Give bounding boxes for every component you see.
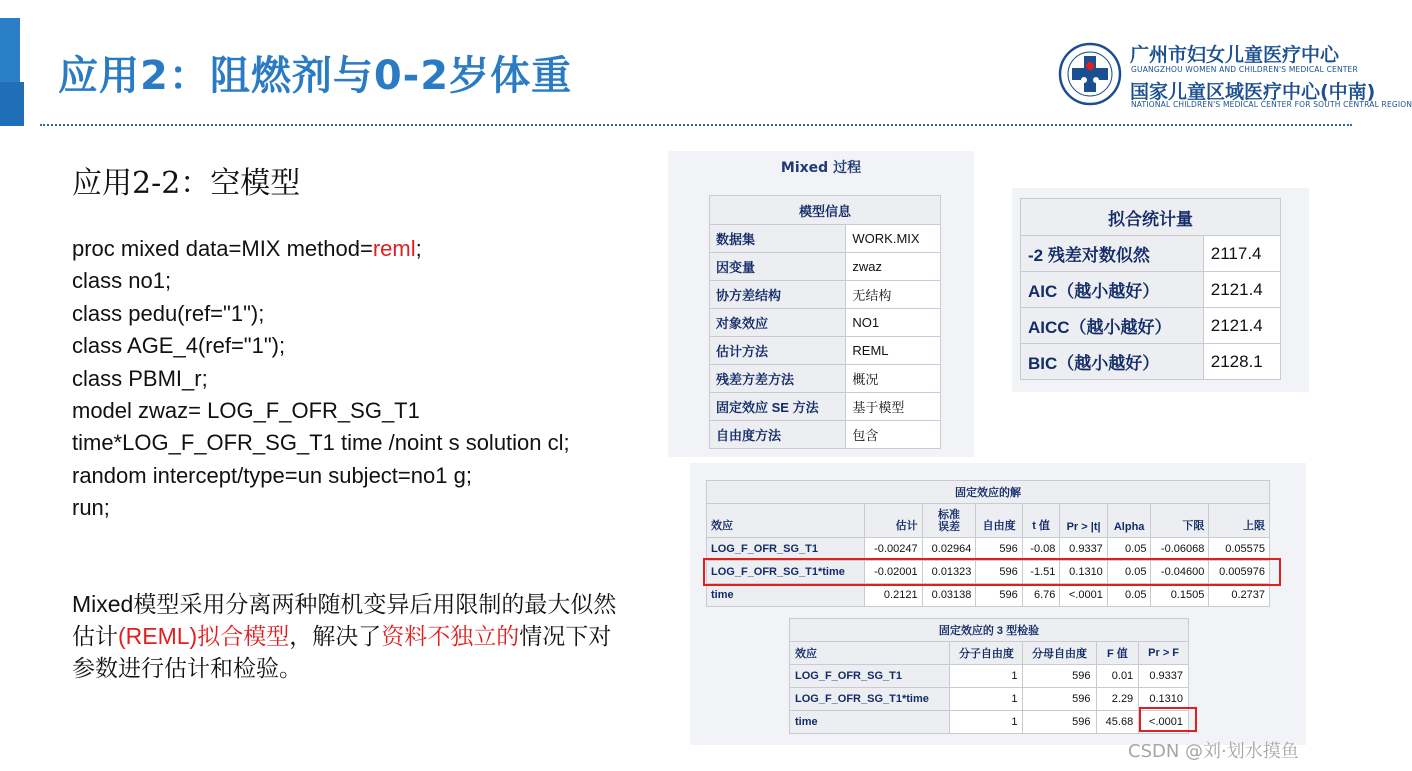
table-cell: 0.01	[1096, 665, 1139, 688]
table-cell: -0.00247	[864, 538, 922, 561]
row-label: 对象效应	[710, 309, 846, 337]
col-header	[922, 504, 976, 538]
table-cell: 596	[976, 538, 1022, 561]
table-cell: -0.06068	[1151, 538, 1209, 561]
table-cell: 45.68	[1096, 711, 1139, 734]
header-divider	[40, 124, 1352, 126]
model-info-row	[710, 281, 941, 309]
table-cell: 596	[1023, 665, 1096, 688]
model-info-row	[710, 309, 941, 337]
note-highlight: (REML)拟合模型	[118, 623, 290, 649]
watermark: CSDN @刘·划水摸鱼	[1128, 741, 1299, 762]
code-line	[72, 233, 570, 265]
col-header-line: 标准	[937, 508, 960, 521]
table-cell: -1.51	[1022, 561, 1060, 584]
fit-stats-row	[1021, 272, 1281, 308]
table-cell: 0.1505	[1151, 584, 1209, 607]
code-line: class no1;	[72, 268, 172, 294]
note-text: Mixed模型采用分离两种随机变异后用限制的最大似然估计	[72, 591, 617, 649]
note-text: ，解决了	[289, 623, 382, 649]
table-cell: 0.2737	[1209, 584, 1270, 607]
code-line: class PBMI_r;	[72, 365, 208, 391]
col-header: 分母自由度	[1023, 642, 1096, 665]
row-label: AICC（越小越好）	[1021, 308, 1204, 344]
table-cell: 0.05	[1107, 584, 1151, 607]
effect-name: time	[790, 711, 950, 734]
table-cell: 2.29	[1096, 688, 1139, 711]
type3-title: 固定效应的 3 型检验	[790, 619, 1189, 642]
table-cell: 1	[950, 711, 1023, 734]
code-text: ;	[415, 236, 422, 261]
table-cell: 596	[976, 561, 1022, 584]
table-row	[790, 711, 1189, 734]
code-line: time*LOG_F_OFR_SG_T1 time /noint s solution cl;	[72, 430, 570, 456]
table-cell: 0.9337	[1139, 665, 1189, 688]
model-info-row	[710, 253, 941, 281]
model-info-table	[709, 195, 941, 449]
row-value: WORK.MIX	[846, 225, 941, 253]
col-header: 上限	[1209, 504, 1270, 538]
table-cell: 1	[950, 665, 1023, 688]
code-highlight: reml	[372, 236, 416, 261]
sas-code-block	[72, 233, 570, 525]
logo-en-name: GUANGZHOU WOMEN AND CHILDREN'S MEDICAL CENTER	[1131, 65, 1358, 74]
col-header: t 值	[1022, 504, 1060, 538]
col-header: 自由度	[976, 504, 1022, 538]
code-text: proc mixed data=MIX method=	[72, 236, 373, 261]
code-line: random intercept/type=un subject=no1 g;	[72, 462, 472, 488]
row-value: 2121.4	[1203, 272, 1280, 308]
row-label: BIC（越小越好）	[1021, 344, 1204, 380]
row-label: 估计方法	[710, 337, 846, 365]
col-header: 估计	[864, 504, 922, 538]
table-cell: 0.005976	[1209, 561, 1270, 584]
table-row	[790, 665, 1189, 688]
logo-en-name-2: NATIONAL CHILDREN'S MEDICAL CENTER FOR SOUTH CENTRAL REGION	[1131, 100, 1412, 109]
table-cell: 6.76	[1022, 584, 1060, 607]
logo-cn-name: 广州市妇女儿童医疗中心	[1130, 44, 1340, 66]
row-value: 包含	[846, 421, 941, 449]
row-label: AIC（越小越好）	[1021, 272, 1204, 308]
table-cell: -0.04600	[1151, 561, 1209, 584]
table-cell: 0.05	[1107, 538, 1151, 561]
col-header: 效应	[707, 504, 865, 538]
row-label: 数据集	[710, 225, 846, 253]
table-cell: 0.1310	[1139, 688, 1189, 711]
row-value: REML	[846, 337, 941, 365]
code-line: class AGE_4(ref="1");	[72, 333, 286, 359]
header-accent-bar-lower	[0, 82, 24, 126]
model-info-title: 模型信息	[710, 196, 941, 225]
model-info-row	[710, 337, 941, 365]
row-label: 固定效应 SE 方法	[710, 393, 846, 421]
code-line: model zwaz= LOG_F_OFR_SG_T1	[72, 398, 420, 424]
col-header: Pr > F	[1139, 642, 1189, 665]
proc-title: Mixed 过程	[780, 160, 862, 176]
table-cell: 0.05575	[1209, 538, 1270, 561]
table-cell: 0.03138	[922, 584, 976, 607]
effect-name: LOG_F_OFR_SG_T1	[790, 665, 950, 688]
row-label: 协方差结构	[710, 281, 846, 309]
explanation-note	[72, 588, 632, 684]
row-value: 基于模型	[846, 393, 941, 421]
row-value: 2117.4	[1203, 236, 1280, 272]
type3-table	[789, 618, 1189, 734]
row-value: 2121.4	[1203, 308, 1280, 344]
fit-stats-row	[1021, 308, 1281, 344]
fit-stats-title: 拟合统计量	[1021, 199, 1281, 236]
table-row	[707, 584, 1270, 607]
table-cell: 1	[950, 688, 1023, 711]
table-cell: 596	[1023, 688, 1096, 711]
fit-stats-table	[1020, 198, 1281, 380]
col-header-line: 误差	[937, 520, 960, 533]
code-line: class pedu(ref="1");	[72, 300, 265, 326]
fit-stats-row	[1021, 236, 1281, 272]
effect-name: LOG_F_OFR_SG_T1	[707, 538, 865, 561]
fixed-effects-table	[706, 480, 1270, 607]
model-info-row	[710, 421, 941, 449]
row-label: 残差方差方法	[710, 365, 846, 393]
note-highlight: 资料不独立的	[381, 623, 520, 649]
code-line: run;	[72, 495, 110, 521]
table-cell: 0.9337	[1060, 538, 1107, 561]
table-cell: <.0001	[1139, 711, 1189, 734]
table-cell: <.0001	[1060, 584, 1107, 607]
table-row	[790, 688, 1189, 711]
row-value: NO1	[846, 309, 941, 337]
section-subtitle: 应用2-2：空模型	[72, 166, 301, 201]
highlight-box-interaction-row	[703, 558, 1281, 586]
fixed-effects-title: 固定效应的解	[707, 481, 1270, 504]
table-cell: 596	[1023, 711, 1096, 734]
row-value: 无结构	[846, 281, 941, 309]
row-label: -2 残差对数似然	[1021, 236, 1204, 272]
header-accent-bar	[0, 18, 20, 82]
table-cell: 0.1310	[1060, 561, 1107, 584]
fit-stats-row	[1021, 344, 1281, 380]
effect-name: LOG_F_OFR_SG_T1*time	[790, 688, 950, 711]
effect-name: time	[707, 584, 865, 607]
col-header: F 值	[1096, 642, 1139, 665]
row-label: 自由度方法	[710, 421, 846, 449]
col-header: 效应	[790, 642, 950, 665]
slide-title: 应用2：阻燃剂与0-2岁体重	[58, 53, 573, 99]
table-cell: -0.02001	[864, 561, 922, 584]
col-header: 下限	[1151, 504, 1209, 538]
row-value: 2128.1	[1203, 344, 1280, 380]
row-value: zwaz	[846, 253, 941, 281]
highlight-box-pvalue	[1139, 707, 1197, 732]
table-cell: 0.02964	[922, 538, 976, 561]
row-label: 因变量	[710, 253, 846, 281]
note-text: 情况下对参数进行估计和检验。	[72, 623, 612, 681]
table-cell: 0.01323	[922, 561, 976, 584]
table-cell: 596	[976, 584, 1022, 607]
table-cell: -0.08	[1022, 538, 1060, 561]
row-value: 概况	[846, 365, 941, 393]
col-header: Alpha	[1107, 504, 1151, 538]
logo-cn-name-2: 国家儿童区域医疗中心(中南)	[1130, 81, 1376, 103]
effect-name: LOG_F_OFR_SG_T1*time	[707, 561, 865, 584]
col-header: 分子自由度	[950, 642, 1023, 665]
table-cell: 0.05	[1107, 561, 1151, 584]
hospital-logo-icon	[1058, 42, 1122, 106]
model-info-row	[710, 393, 941, 421]
model-info-row	[710, 225, 941, 253]
table-cell: 0.2121	[864, 584, 922, 607]
col-header: Pr > |t|	[1060, 504, 1107, 538]
model-info-row	[710, 365, 941, 393]
